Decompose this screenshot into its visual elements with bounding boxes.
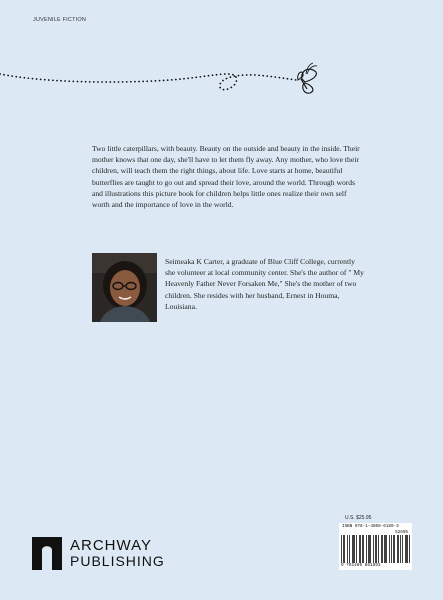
butterfly-flight-path [0, 60, 443, 130]
barcode-bar [354, 535, 355, 563]
isbn-number: ISBN 978-1-4808-6189-3 [342, 524, 399, 529]
barcode-bar [391, 535, 392, 563]
genre-label: JUVENILE FICTION [33, 17, 87, 23]
author-photo [92, 253, 157, 322]
barcode-bar [366, 535, 367, 563]
barcode-bar [375, 535, 376, 563]
dotted-flight-line [0, 74, 296, 90]
back-cover-blurb: Two little caterpillars, with beauty. Beauty on the outside and beauty in the inside. Their mother knows that one day, she'll have to let them fly away. Any mother, who love their children, will teach them the right things, about life. Love starts at home, beautiful butterflies are taught to go out and spread their love, around the world. Through words and illustrations this picture book for children helps little ones realize their own self worth and the importance of love in the world. [92, 144, 360, 210]
barcode-bar [405, 535, 406, 563]
barcode-bar [363, 535, 364, 563]
barcode-bar [368, 535, 369, 563]
barcode-bar [376, 535, 377, 563]
barcode-bar [386, 535, 387, 563]
barcode-bar [402, 535, 403, 563]
barcode-bar [394, 535, 395, 563]
butterfly-icon [298, 63, 317, 93]
barcode-bar [378, 535, 379, 563]
barcode-bar [370, 535, 371, 563]
barcode-bar [389, 535, 390, 563]
barcode-bars [341, 535, 410, 563]
barcode-bar [356, 535, 357, 563]
barcode-bar [344, 535, 345, 563]
barcode-bar [373, 535, 374, 563]
publisher-name-line1: ARCHWAY [70, 537, 152, 554]
barcode-bar [397, 535, 398, 563]
isbn-barcode [339, 523, 412, 570]
barcode-bar [359, 535, 360, 563]
barcode-bar [384, 535, 385, 563]
barcode-bar [400, 535, 401, 563]
barcode-bar [369, 535, 370, 563]
barcode-bar [343, 535, 344, 563]
barcode-bar [407, 535, 408, 563]
barcode-bar [349, 535, 350, 563]
barcode-bar [347, 535, 348, 563]
barcode-bar [362, 535, 363, 563]
barcode-bar [398, 535, 399, 563]
author-bio: Seimeaka K Carter, a graduate of Blue Cliff College, currently she volunteer at local community center. She's the author of " My Heavenly Father Never Forsaken Me," She's the mother of two children. She resides with her husband, Ernest in Houma, Louisiana. [165, 257, 364, 311]
archway-logo-icon [32, 537, 62, 570]
publisher-name-line2: PUBLISHING [70, 553, 165, 569]
barcode-bar [393, 535, 394, 563]
barcode-bar [409, 535, 410, 563]
barcode-addon-code: 52595 [395, 530, 408, 535]
barcode-bar [406, 535, 407, 563]
barcode-bar [385, 535, 386, 563]
barcode-bar [353, 535, 354, 563]
barcode-bar [360, 535, 361, 563]
barcode-bar [382, 535, 383, 563]
barcode-bar [341, 535, 342, 563]
barcode-bar [381, 535, 382, 563]
publisher-imprint [32, 537, 165, 570]
barcode-bar [352, 535, 353, 563]
price-label: U.S. $25.95 [345, 515, 372, 521]
ean-digits: 9 781480 861893 [341, 563, 381, 568]
